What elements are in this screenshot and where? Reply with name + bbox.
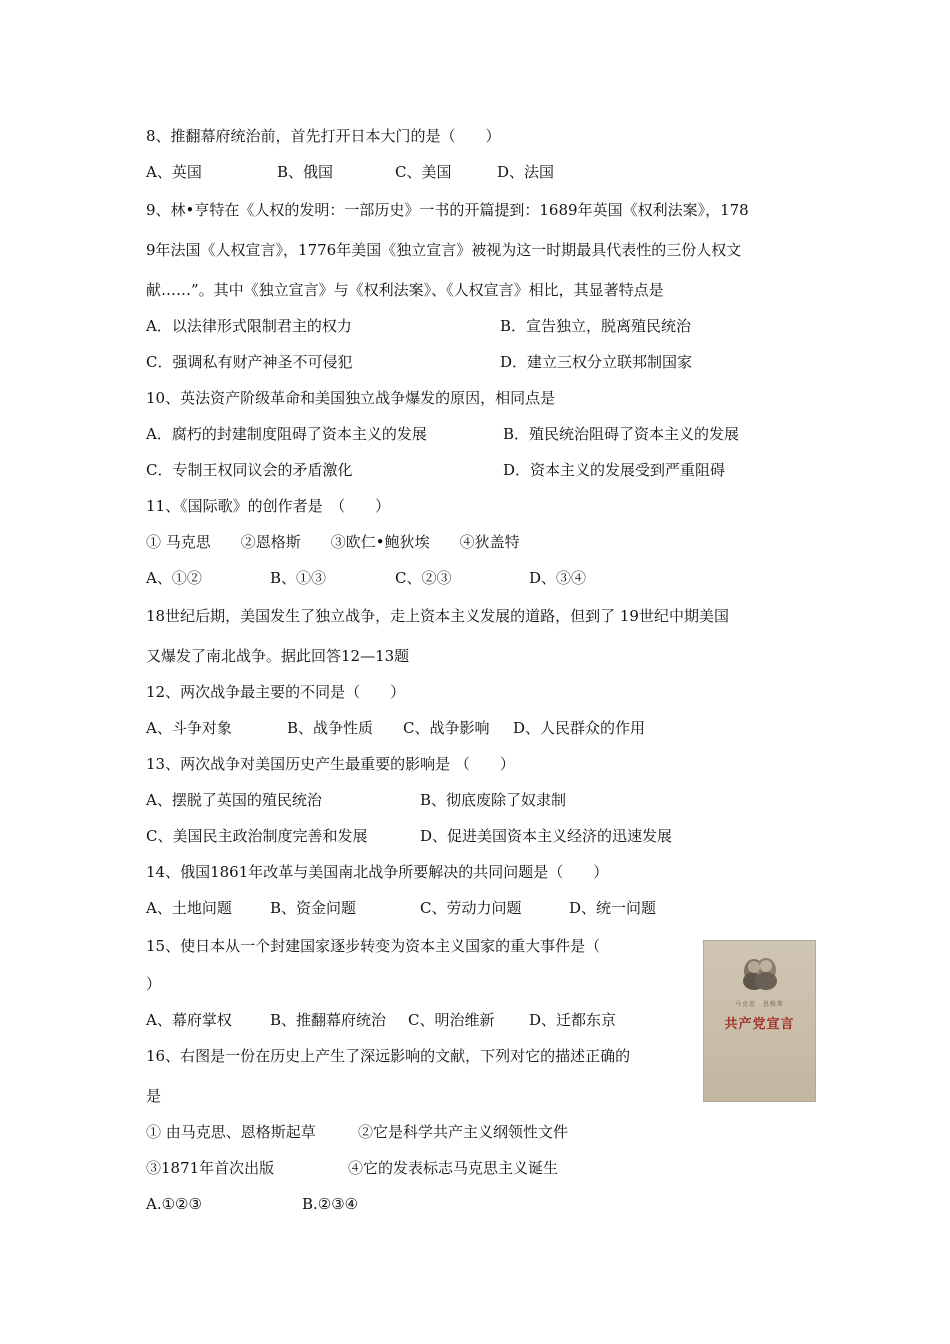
- q16-option-b: B.②③④: [302, 1195, 359, 1213]
- q8-option-b: B、俄国: [277, 163, 334, 181]
- q10-option-b: B．殖民统治阻碍了资本主义的发展: [503, 425, 740, 443]
- q11-option-c: C、②③: [395, 569, 452, 587]
- q14-option-a: A、土地问题: [146, 899, 232, 917]
- question-16-line-2: 是: [146, 1087, 162, 1105]
- question-12: 12、两次战争最主要的不同是（ ）: [146, 683, 406, 701]
- q13-option-c: C、美国民主政治制度完善和发展: [146, 827, 368, 845]
- question-11: 11、《国际歌》的创作者是 （ ）: [146, 497, 391, 515]
- q10-option-a: A．腐朽的封建制度阻碍了资本主义的发展: [146, 425, 427, 443]
- q16-item-4: ④它的发表标志马克思主义诞生: [348, 1159, 559, 1177]
- question-9-line-2: 9年法国《人权宣言》，1776年美国《独立宣言》被视为这一时期最具代表性的三份人权文: [146, 241, 742, 259]
- q8-option-c: C、美国: [395, 163, 452, 181]
- q10-option-c: C．专制王权同议会的矛盾激化: [146, 461, 353, 479]
- communist-manifesto-book-image: [703, 940, 816, 1102]
- q11-option-b: B、①③: [270, 569, 327, 587]
- intro-12-13-line-1: 18世纪后期，美国发生了独立战争，走上资本主义发展的道路，但到了 19世纪中期美国: [146, 607, 729, 625]
- q16-item-3: ③1871年首次出版: [146, 1159, 275, 1177]
- q14-option-b: B、资金问题: [270, 899, 357, 917]
- q11-items: ① 马克思 ②恩格斯 ③欧仁•鲍狄埃 ④狄盖特: [146, 533, 520, 551]
- q9-option-d: D．建立三权分立联邦制国家: [500, 353, 693, 371]
- question-13: 13、两次战争对美国历史产生最重要的影响是 （ ）: [146, 755, 515, 773]
- q13-option-b: B、彻底废除了奴隶制: [420, 791, 567, 809]
- intro-12-13-line-2: 又爆发了南北战争。据此回答12—13题: [146, 647, 410, 665]
- question-8: 8、推翻幕府统治前，首先打开日本大门的是（ ）: [146, 127, 501, 145]
- book-authors: 马克思 恩格斯: [734, 1001, 784, 1008]
- q15-option-a: A、幕府掌权: [146, 1011, 232, 1029]
- q15-option-b: B、推翻幕府统治: [270, 1011, 387, 1029]
- q12-option-c: C、战争影响: [403, 719, 490, 737]
- q13-option-d: D、促进美国资本主义经济的迅速发展: [420, 827, 673, 845]
- q8-option-d: D、法国: [497, 163, 555, 181]
- q10-option-d: D．资本主义的发展受到严重阻碍: [503, 461, 726, 479]
- question-10: 10、英法资产阶级革命和美国独立战争爆发的原因，相同点是: [146, 389, 556, 407]
- marx-engels-portrait-icon: [738, 953, 782, 993]
- question-14: 14、俄国1861年改革与美国南北战争所要解决的共同问题是（ ）: [146, 863, 609, 881]
- q13-option-a: A、摆脱了英国的殖民统治: [146, 791, 322, 809]
- q12-option-a: A、斗争对象: [146, 719, 232, 737]
- question-16-line-1: 16、右图是一份在历史上产生了深远影响的文献，下列对它的描述正确的: [146, 1047, 631, 1065]
- q16-item-2: ②它是科学共产主义纲领性文件: [358, 1123, 569, 1141]
- q12-option-b: B、战争性质: [287, 719, 374, 737]
- q15-option-c: C、明治维新: [408, 1011, 495, 1029]
- q11-option-a: A、①②: [146, 569, 202, 587]
- q14-option-d: D、统一问题: [569, 899, 657, 917]
- q9-option-c: C．强调私有财产神圣不可侵犯: [146, 353, 353, 371]
- question-15-line-1: 15、使日本从一个封建国家逐步转变为资本主义国家的重大事件是（: [146, 937, 601, 955]
- q14-option-c: C、劳动力问题: [420, 899, 522, 917]
- book-title: 共产党宣言: [724, 1017, 795, 1032]
- q9-option-a: A．以法律形式限制君主的权力: [146, 317, 352, 335]
- q16-item-1: ① 由马克思、恩格斯起草: [146, 1123, 316, 1141]
- q8-option-a: A、英国: [146, 163, 202, 181]
- q11-option-d: D、③④: [529, 569, 587, 587]
- q12-option-d: D、人民群众的作用: [513, 719, 646, 737]
- question-9-line-1: 9、林•亨特在《人权的发明：一部历史》一书的开篇提到：1689年英国《权利法案》，178: [146, 201, 749, 219]
- question-9-line-3: 献……”。其中《独立宣言》与《权利法案》、《人权宣言》相比，其显著特点是: [146, 281, 664, 299]
- question-15-line-2: ）: [146, 975, 162, 993]
- q15-option-d: D、迁都东京: [529, 1011, 617, 1029]
- q16-option-a: A.①②③: [146, 1195, 202, 1213]
- q9-option-b: B．宣告独立，脱离殖民统治: [500, 317, 692, 335]
